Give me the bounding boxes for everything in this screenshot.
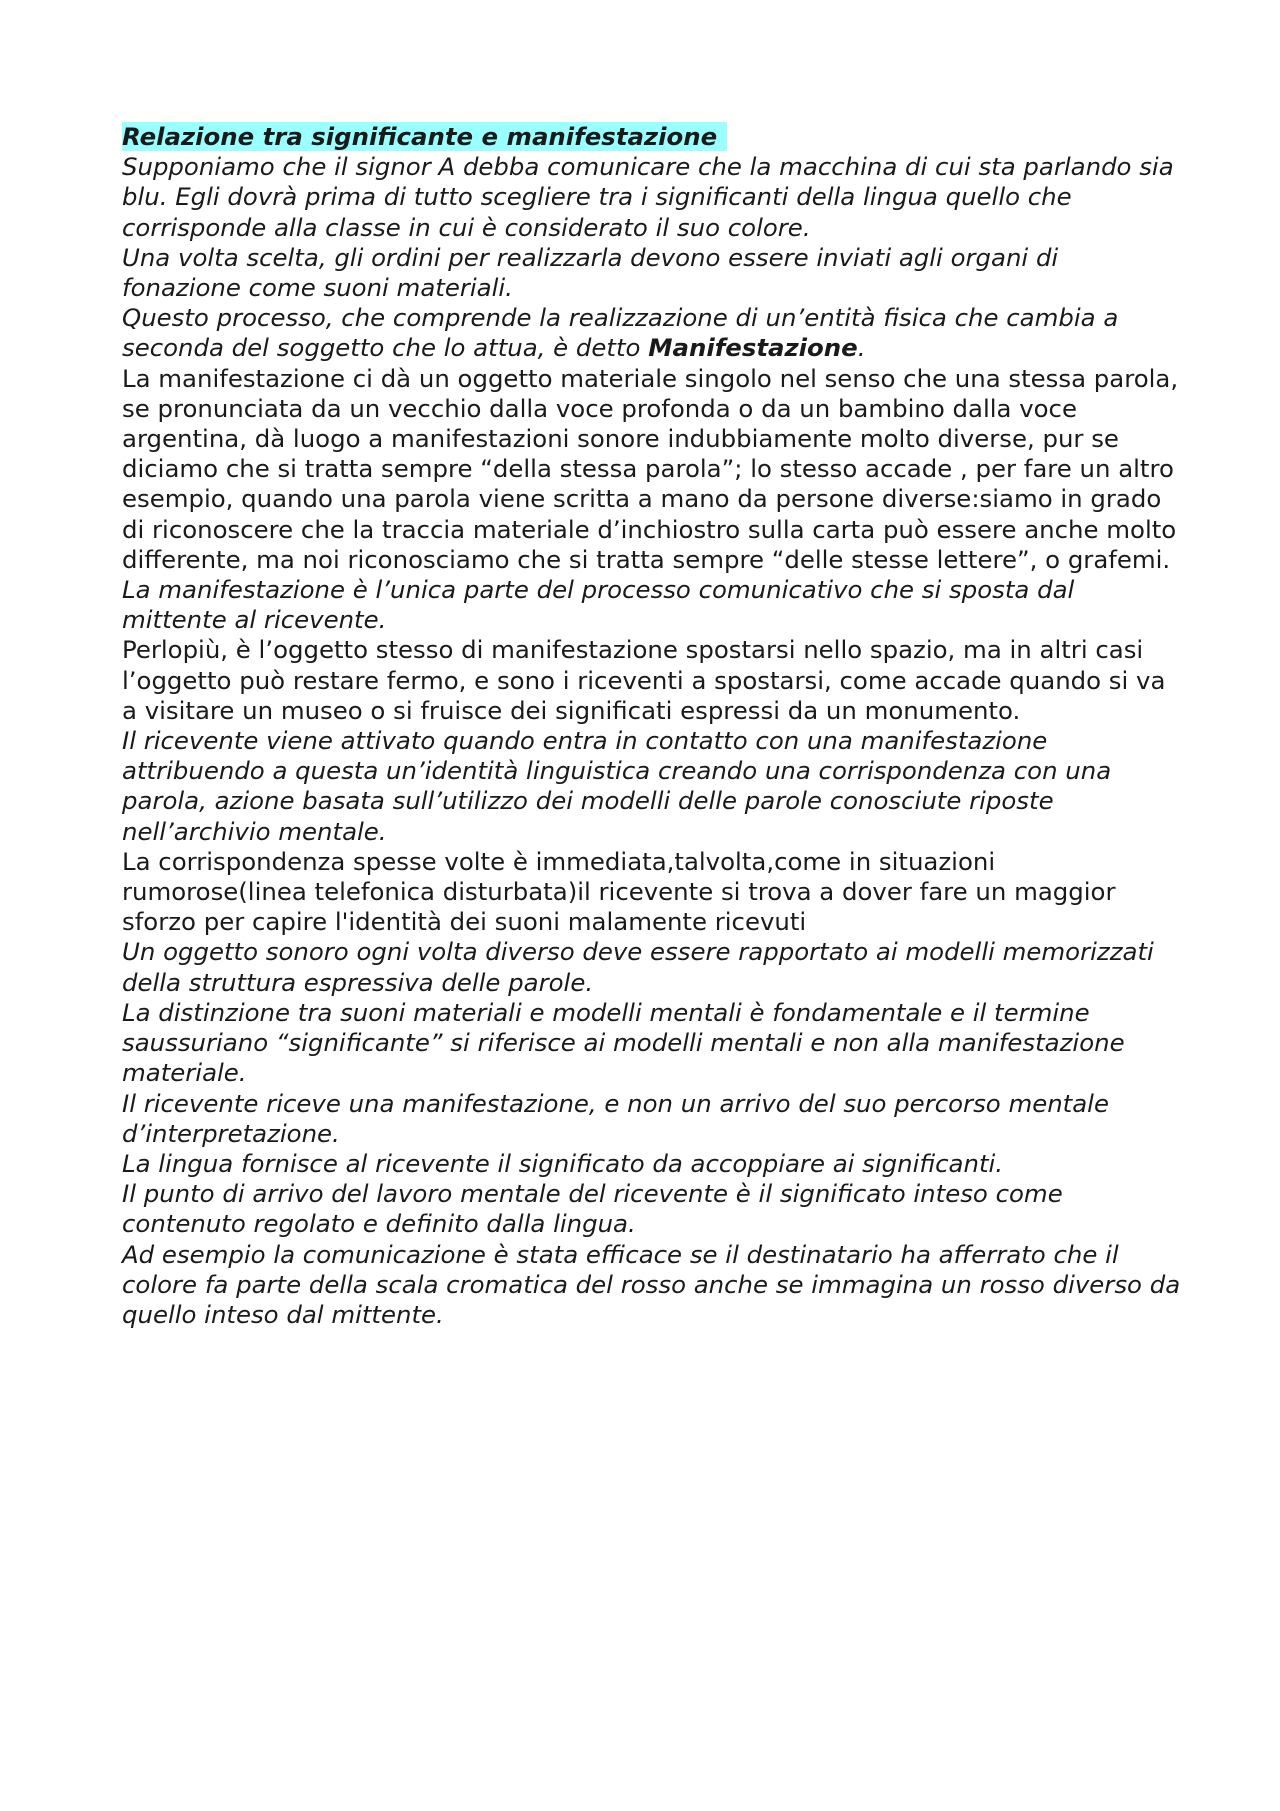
paragraph [122,303,1182,363]
paragraph: Il ricevente viene attivato quando entra in contatto con una manifestazione attribuendo a questa un’identità linguistica creando una corrispondenza con una parola, azione basata sull’utilizzo dei modelli delle parole conosciute riposte nell’archivio mentale. [122,726,1112,846]
paragraph: Un oggetto sonoro ogni volta diverso deve essere rapportato ai modelli memorizzati della struttura espressiva delle parole. [122,937,1154,997]
paragraph: La manifestazione ci dà un oggetto materiale singolo nel senso che una stessa parola, se pronunciata da un vecchio dalla voce profonda o da un bambino dalla voce argentina, dà luogo a manifestazioni sonore indubbiamente molto diverse, pur se diciamo che si tratta sempre “della stessa parola”; lo stesso accade , per fare un altro esempio, quando una parola viene scritta a mano da persone diverse:siamo in grado di riconoscere che la traccia materiale d’inchiostro sulla carta può essere anche molto differente, ma noi riconosciamo che si tratta sempre “delle stesse lettere”, o grafemi. [122,363,1179,574]
paragraph-text: Questo processo, che comprende la realizzazione di un’entità fisica che cambia a seconda del soggetto che lo attua, è detto [122,303,1119,363]
document-title [122,122,1182,152]
paragraph: La corrispondenza spesse volte è immediata,talvolta,come in situazioni rumorose(linea telefonica disturbata)il ricevente si trova a dover fare un maggior sforzo per capire l'identità dei suoni malamente ricevuti [122,846,1116,937]
paragraph: Il ricevente riceve una manifestazione, e non un arrivo del suo percorso mentale d’interpretazione. [122,1088,1109,1148]
paragraph: Una volta scelta, gli ordini per realizzarla devono essere inviati agli organi di fonazione come suoni materiali. [122,242,1059,303]
title-highlight: Relazione tra significante e manifestazione [122,122,727,151]
paragraph: Supponiamo che il signor A debba comunicare che la macchina di cui sta parlando sia blu. Egli dovrà prima di tutto scegliere tra i significanti della lingua quello che corrisponde alla classe in cui è considerato il suo colore. [122,152,1174,242]
paragraph: Perlopiù, è l’oggetto stesso di manifestazione spostarsi nello spazio, ma in altri casi l’oggetto può restare fermo, e sono i riceventi a spostarsi, come accade quando si va a visitare un museo o si fruisce dei significati espressi da un monumento. [122,635,1166,725]
paragraph: Ad esempio la comunicazione è stata efficace se il destinatario ha afferrato che il colore fa parte della scala cromatica del rosso anche se immagina un rosso diverso da quello inteso dal mittente. [122,1239,1181,1329]
key-term-manifestazione: Manifestazione [648,333,858,363]
paragraph: La manifestazione è l’unica parte del processo comunicativo che si sposta dal mittente al ricevente. [122,575,1075,635]
document-body [122,122,1182,1330]
paragraph: La distinzione tra suoni materiali e modelli mentali è fondamentale e il termine saussuriano “significante” si riferisce ai modelli mentali e non alla manifestazione materiale. [122,997,1125,1088]
paragraph: Il punto di arrivo del lavoro mentale del ricevente è il significato inteso come contenuto regolato e definito dalla lingua. [122,1179,1063,1239]
paragraph-end: . [857,333,866,363]
paragraph: La lingua fornisce al ricevente il significato da accoppiare ai significanti. [122,1148,1004,1178]
